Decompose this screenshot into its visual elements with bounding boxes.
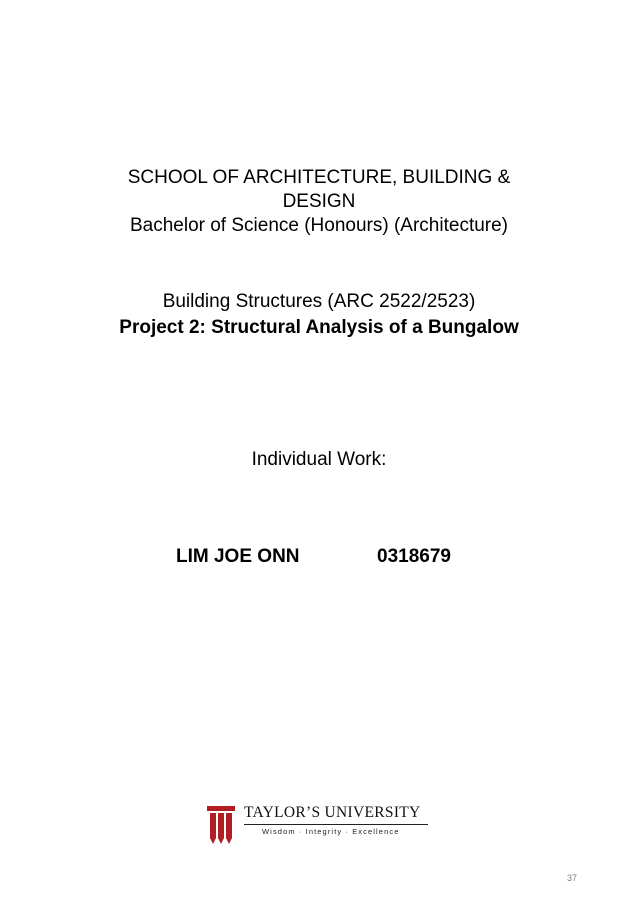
school-name-line2: DESIGN <box>282 191 356 212</box>
logo-tagline: Wisdom · Integrity · Excellence <box>262 827 400 836</box>
student-id: 0318679 <box>377 546 451 567</box>
university-crest-icon <box>206 804 236 846</box>
university-logo <box>206 802 428 846</box>
school-name-line1: SCHOOL OF ARCHITECTURE, BUILDING & <box>127 167 511 188</box>
page-number: 37 <box>567 873 578 883</box>
student-row <box>0 546 638 572</box>
student-name: LIM JOE ONN <box>176 546 300 567</box>
programme-name: Bachelor of Science (Honours) (Architecture) <box>129 215 509 236</box>
logo-divider <box>244 824 428 825</box>
module-name: Building Structures (ARC 2522/2523) <box>162 291 476 312</box>
logo-title: TAYLOR’S UNIVERSITY <box>244 804 421 821</box>
project-title: Project 2: Structural Analysis of a Bungalow <box>119 317 519 338</box>
work-type-label: Individual Work: <box>251 449 387 470</box>
